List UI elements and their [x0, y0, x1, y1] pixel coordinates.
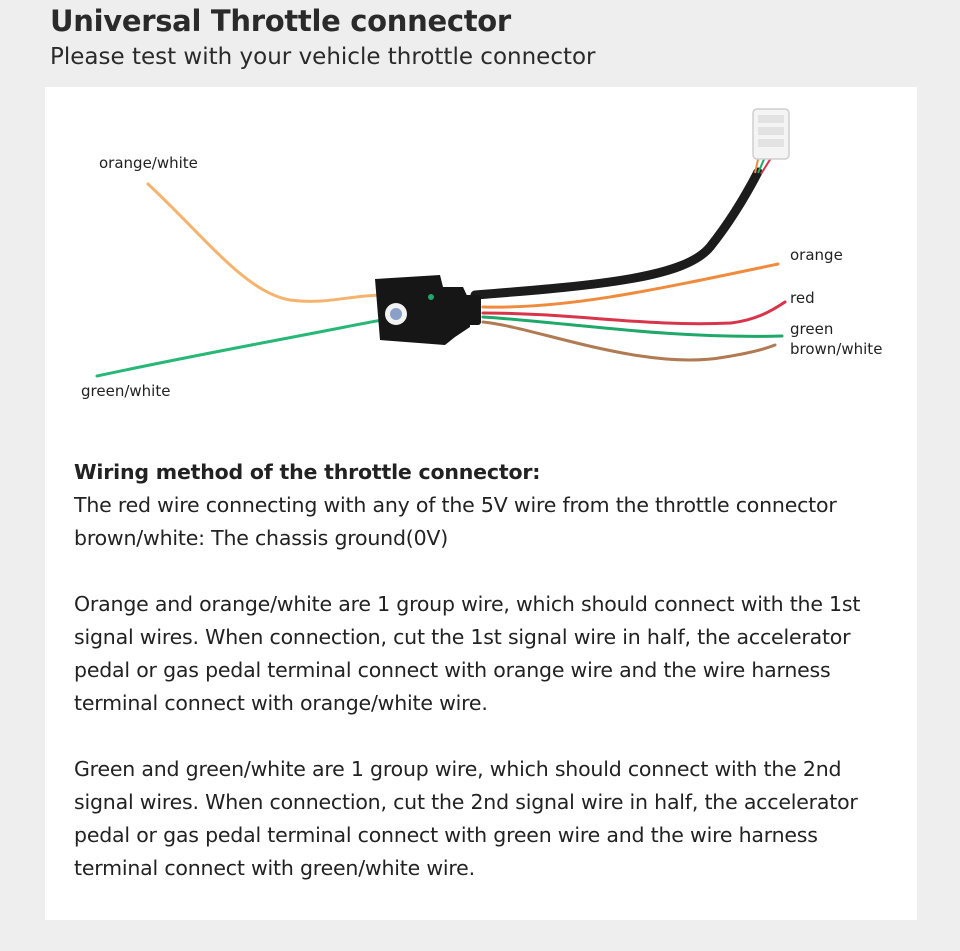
wiring-method-heading: Wiring method of the throttle connector:: [74, 460, 541, 484]
throttle-connector: [375, 275, 481, 345]
paragraph3-line: signal wires. When connection, cut the 2nd signal wire in half, the accelerator: [74, 790, 858, 814]
white-plug: [753, 109, 789, 159]
paragraph2-line: Orange and orange/white are 1 group wire, which should connect with the 1st: [74, 592, 861, 616]
label-orange: orange: [790, 246, 843, 264]
paragraph2-line: pedal or gas pedal terminal connect with orange wire and the wire harness: [74, 658, 831, 682]
wiring-diagram-svg: [45, 87, 917, 447]
content-panel: [45, 87, 917, 920]
paragraph3-line: pedal or gas pedal terminal connect with green wire and the wire harness: [74, 823, 818, 847]
label-orange-white: orange/white: [99, 154, 198, 172]
orange-group-paragraph: [74, 588, 894, 720]
label-red: red: [790, 289, 815, 307]
page-subtitle: Please test with your vehicle throttle connector: [50, 44, 596, 70]
orange-white-wire: [148, 184, 385, 301]
page-title: Universal Throttle connector: [50, 4, 511, 38]
wiring-diagram: [45, 87, 917, 447]
label-green: green: [790, 320, 834, 338]
paragraph3-line: Green and green/white are 1 group wire, which should connect with the 2nd: [74, 757, 842, 781]
label-green-white: green/white: [81, 382, 171, 400]
paragraph1-line: The red wire connecting with any of the 5V wire from the throttle connector: [74, 493, 837, 517]
green-white-wire: [97, 319, 390, 376]
brown-white-wire: [483, 322, 775, 360]
wiring-method-section: [74, 456, 894, 555]
paragraph2-line: terminal connect with orange/white wire.: [74, 691, 488, 715]
orange-wire: [483, 264, 778, 307]
paragraph1-line: brown/white: The chassis ground(0V): [74, 526, 449, 550]
label-brown-white: brown/white: [790, 340, 883, 358]
paragraph2-line: signal wires. When connection, cut the 1st signal wire in half, the accelerator: [74, 625, 851, 649]
green-group-paragraph: [74, 753, 894, 885]
paragraph3-line: terminal connect with green/white wire.: [74, 856, 475, 880]
